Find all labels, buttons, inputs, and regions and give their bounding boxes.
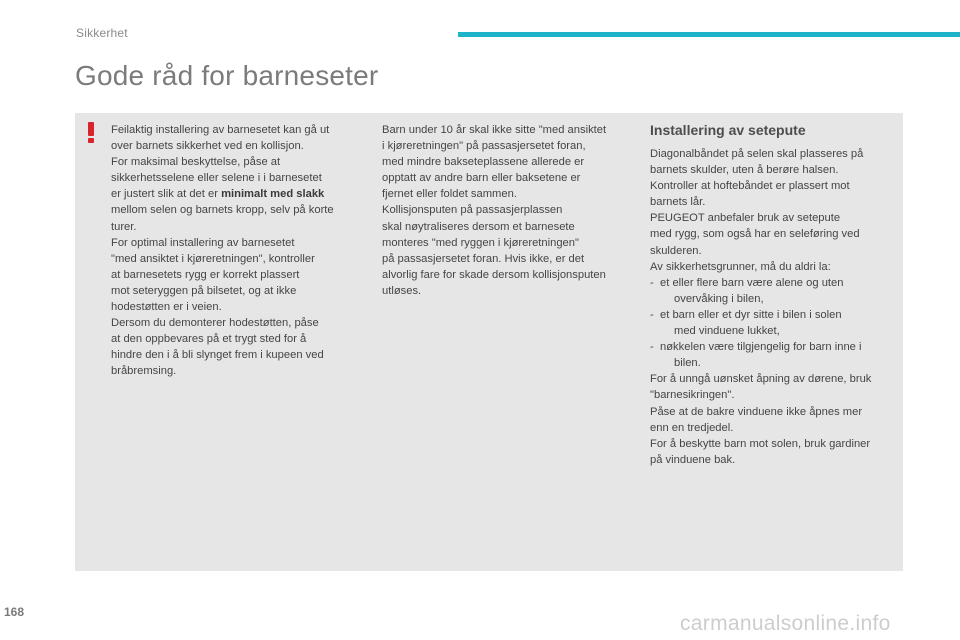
text-line: alvorlig fare for skade dersom kollisjonsputen: [382, 268, 606, 281]
text-line: PEUGEOT anbefaler bruk av setepute: [650, 212, 841, 225]
text-line: hindre den i å bli slynget frem i kupeen ved: [111, 349, 324, 362]
text-line: at den oppbevares på et trygt sted for å: [111, 333, 307, 346]
text-line: "barnesikringen".: [650, 389, 735, 402]
text-line: monteres "med ryggen i kjøreretningen": [382, 236, 579, 249]
list-item-line: et eller flere barn være alene og uten: [660, 276, 844, 289]
header-accent-bar: [458, 32, 960, 37]
text-line: skal nøytraliseres dersom et barnesete: [382, 220, 575, 233]
text-line: Kontroller at hoftebåndet er plassert mot: [650, 180, 850, 193]
list-item-line: overvåking i bilen,: [674, 292, 764, 305]
list-item-line: med vinduene lukket,: [674, 325, 780, 338]
list-dash: -: [650, 276, 654, 289]
text-line: For optimal installering av barnesetet: [111, 236, 295, 249]
text-line: på vinduene bak.: [650, 453, 736, 466]
page-title: Gode råd for barneseter: [75, 60, 379, 91]
text-line: bråbremsing.: [111, 365, 177, 378]
text-line: i kjøreretningen" på passasjersetet foran,: [382, 140, 586, 153]
text-line: For å unngå uønsket åpning av dørene, bruk: [650, 373, 872, 386]
text-line: at barnesetets rygg er korrekt plassert: [111, 268, 300, 281]
list-item: [650, 339, 900, 371]
text-line: over barnets sikkerhet ved en kollisjon.: [111, 140, 304, 153]
list-item: [650, 275, 900, 307]
watermark-text: carmanualsonline.info: [680, 612, 891, 635]
section-heading: Installering av setepute: [650, 122, 806, 138]
text-line: Feilaktig installering av barnesetet kan gå ut: [111, 124, 330, 136]
list-item-line: et barn eller et dyr sitte i bilen i solen: [660, 308, 842, 321]
list-dash: -: [650, 308, 654, 321]
emphasis-text: minimalt med slakk: [221, 188, 325, 201]
text-line: Påse at de bakre vinduene ikke åpnes mer: [650, 405, 863, 418]
text-line: Barn under 10 år skal ikke sitte "med ansiktet: [382, 124, 607, 136]
text-line: Dersom du demonterer hodestøtten, påse: [111, 317, 319, 330]
text-line: hodestøtten er i veien.: [111, 301, 222, 314]
page-number: 168: [4, 605, 25, 619]
section-label: Sikkerhet: [76, 26, 128, 40]
text-line: barnets skulder, uten å berøre halsen.: [650, 164, 839, 177]
text-line: Diagonalbåndet på selen skal plasseres på: [650, 148, 864, 160]
list-item: [650, 307, 900, 339]
text-line: med mindre bakseteplassene allerede er: [382, 156, 585, 169]
text-line: skulderen.: [650, 244, 702, 257]
exclamation-warning-icon: [86, 120, 96, 144]
text-line: fjernet eller foldet sammen.: [382, 188, 517, 201]
text-line: opptatt av andre barn eller baksetene er: [382, 172, 581, 185]
booster-seat-column: [650, 122, 900, 468]
passenger-airbag-column: [382, 122, 634, 299]
text-line: For maksimal beskyttelse, påse at: [111, 156, 281, 169]
list-item-line: nøkkelen være tilgjengelig for barn inne i: [660, 341, 862, 354]
list-item-line: bilen.: [674, 357, 701, 370]
text-line: Av sikkerhetsgrunner, må du aldri la:: [650, 260, 831, 273]
text-line: på passasjersetet foran. Hvis ikke, er det: [382, 252, 585, 265]
text-line: er justert slik at det er minimalt med slakk: [111, 188, 325, 201]
text-line: sikkerhetsselene eller selene i i barnesetet: [111, 172, 322, 185]
warning-column: [111, 122, 363, 380]
text-line: "med ansiktet i kjøreretningen", kontroller: [111, 252, 315, 265]
text-line: For å beskytte barn mot solen, bruk gardiner: [650, 437, 871, 450]
list-dash: -: [650, 341, 654, 354]
text-line: mellom selen og barnets kropp, selv på korte: [111, 204, 334, 217]
text-line: barnets lår.: [650, 196, 706, 209]
text-line: Kollisjonsputen på passasjerplassen: [382, 204, 563, 217]
text-line: mot seteryggen på bilsetet, og at ikke: [111, 284, 297, 297]
text-line: turer.: [111, 220, 137, 233]
text-line: utløses.: [382, 284, 422, 297]
text-line: med rygg, som også har en seleføring ved: [650, 228, 860, 241]
text-line: enn en tredjedel.: [650, 421, 734, 434]
